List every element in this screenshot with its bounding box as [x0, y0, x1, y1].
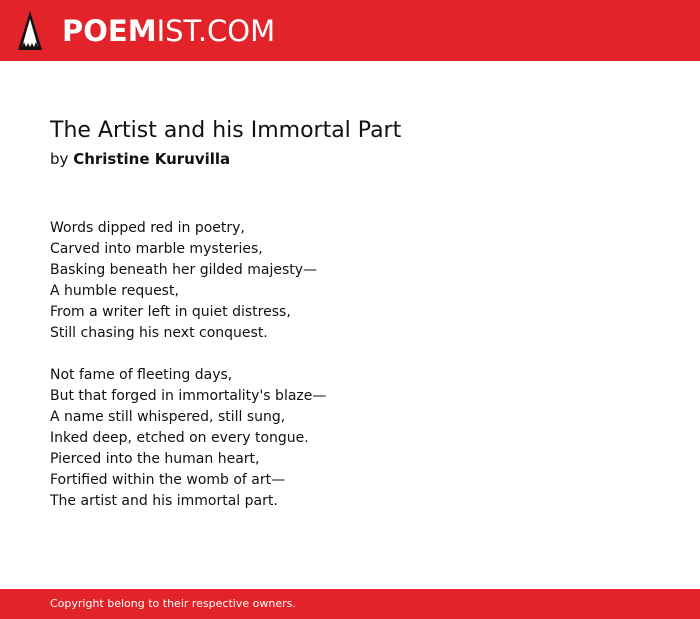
poem-line: Not fame of fleeting days,	[50, 367, 233, 383]
poem-line: Words dipped red in poetry,	[50, 220, 245, 236]
poem-line: Basking beneath her gilded majesty—	[50, 262, 318, 278]
pencil-tip-icon[interactable]	[17, 10, 43, 52]
by-label: by	[50, 150, 69, 168]
poem-line: Pierced into the human heart,	[50, 451, 260, 467]
poem-line: The artist and his immortal part.	[50, 493, 278, 509]
site-logo-text[interactable]	[62, 12, 275, 50]
stanza	[50, 365, 650, 512]
site-header	[0, 0, 700, 61]
poem-line: Fortified within the womb of art—	[50, 472, 286, 488]
poem-line: From a writer left in quiet distress,	[50, 304, 291, 320]
site-footer	[0, 589, 700, 619]
poem-line: Inked deep, etched on every tongue.	[50, 430, 309, 446]
author-name: Christine Kuruvilla	[73, 150, 231, 168]
stanza	[50, 218, 650, 344]
poem-title: The Artist and his Immortal Part	[50, 118, 402, 143]
poem-line: Carved into marble mysteries,	[50, 241, 263, 257]
poem-line: Still chasing his next conquest.	[50, 325, 268, 341]
brand-light: IST.COM	[156, 14, 276, 48]
poem-line: A name still whispered, still sung,	[50, 409, 286, 425]
poem-line: A humble request,	[50, 283, 179, 299]
poem-body	[50, 218, 650, 533]
copyright-notice: Copyright belong to their respective owners.	[50, 597, 296, 610]
poem-line: But that forged in immortality's blaze—	[50, 388, 327, 404]
byline	[50, 148, 230, 170]
brand-bold: POEM	[62, 14, 157, 48]
